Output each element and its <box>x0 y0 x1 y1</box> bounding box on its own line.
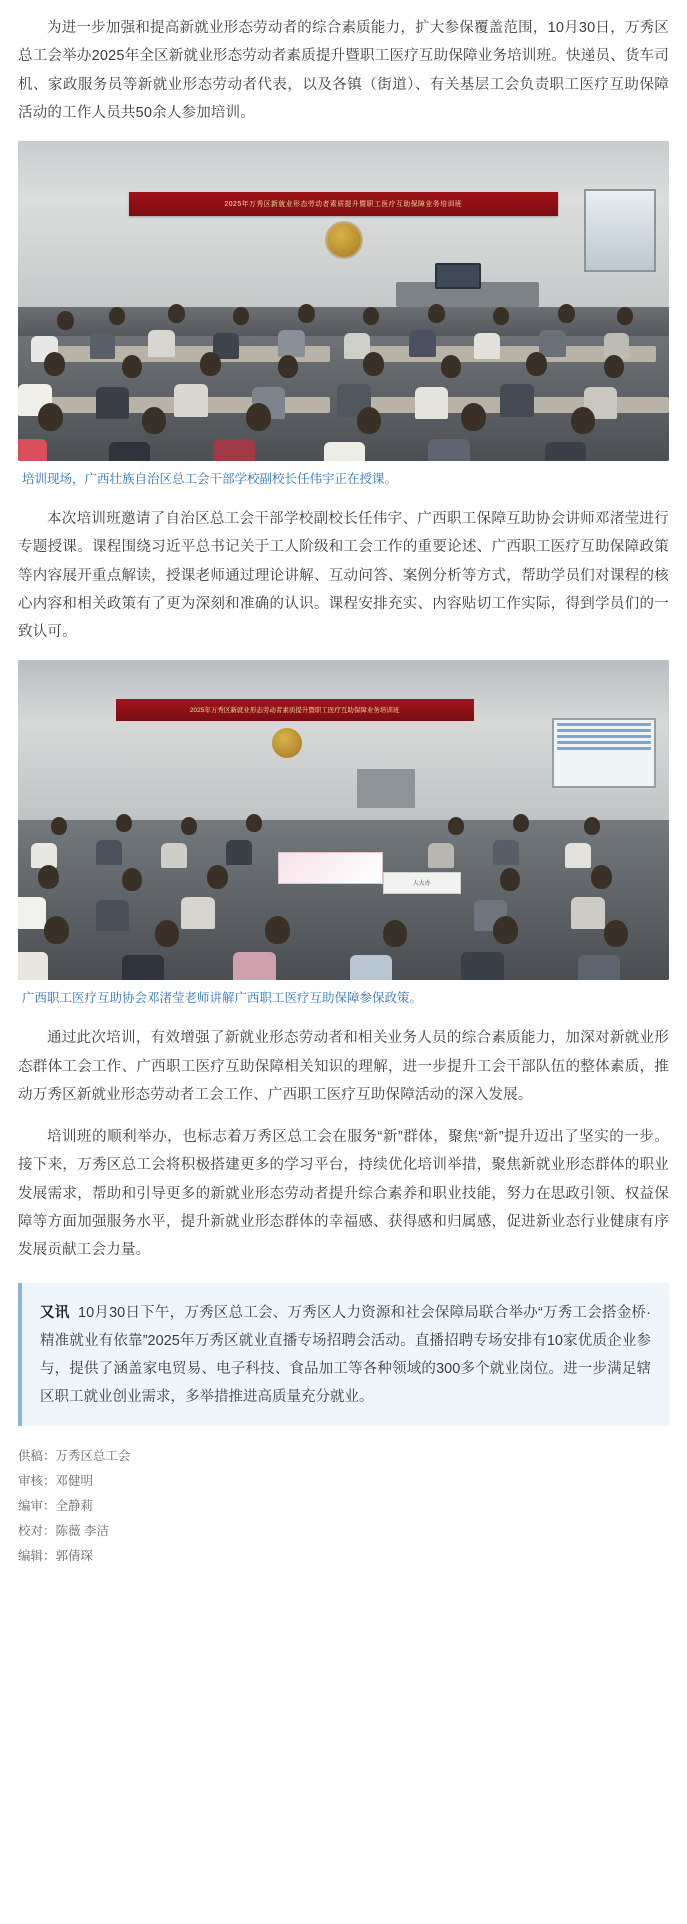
notice-paragraph <box>40 1299 651 1412</box>
notice-label: 又讯 <box>40 1304 70 1321</box>
figure-2 <box>18 660 669 1008</box>
figure-1 <box>18 141 669 489</box>
stage-banner-text-2: 2025年万秀区新就业形态劳动者素质提升暨职工医疗互助保障业务培训班 <box>189 707 400 715</box>
paragraph-1: 为进一步加强和提高新就业形态劳动者的综合素质能力，扩大参保覆盖范围，10月30日，万秀区总工会举办2025年全区新就业形态劳动者素质提升暨职工医疗互助保障业务培训班。快递员、货车司机、家政服务员等新就业形态劳动者代表，以及各镇（街道）、有关基层工会负责职工医疗互助保障活动的工作人员共50余人参加培训。 <box>18 20 669 121</box>
stage-banner-text-1: 2025年万秀区新就业形态劳动者素质提升暨职工医疗互助保障业务培训班 <box>224 201 463 209</box>
credit-line: 审核：邓健明 <box>18 1473 94 1488</box>
paragraph-4: 培训班的顺利举办，也标志着万秀区总工会在服务“新”群体，聚焦“新”提升迈出了坚实的一步。接下来，万秀区总工会将积极搭建更多的学习平台，持续优化培训举措，聚焦新就业形态群体的职业发展需求，帮助和引导更多的新就业形态劳动者提升综合素养和职业技能，努力在思政引领、权益保障等方面加强服务水平，提升新就业形态群体的幸福感、获得感和归属感，促进新业态行业健康有序发展贡献工会力量。 <box>18 1129 669 1259</box>
notice-block <box>18 1283 669 1426</box>
audience-crowd-1 <box>18 141 669 461</box>
credit-line: 供稿：万秀区总工会 <box>18 1448 131 1463</box>
credit-line: 编辑：郭倩琛 <box>18 1548 94 1563</box>
credit-line: 校对：陈薇 李洁 <box>18 1523 109 1538</box>
figure-caption-1: 培训现场，广西壮族自治区总工会干部学校副校长任伟宇正在授课。 <box>22 472 398 487</box>
figure-caption-2: 广西职工医疗互助协会邓渚莹老师讲解广西职工医疗互助保障参保政策。 <box>22 991 423 1006</box>
paragraph-2: 本次培训班邀请了自治区总工会干部学校副校长任伟宇、广西职工保障互助协会讲师邓渚莹进行专题授课。课程围绕习近平总书记关于工人阶级和工会工作的重要论述、广西职工医疗互助保障政策等内容展开重点解读，授课老师通过理论讲解、互动问答、案例分析等方式，帮助学员们对课程的核心内容和相关政策有了更为深刻和准确的认识。课程安排充实、内容贴切工作实际，得到学员们的一致认可。 <box>18 511 669 641</box>
credit-line: 编审：全静莉 <box>18 1498 94 1513</box>
notice-text: 10月30日下午，万秀区总工会、万秀区人力资源和社会保障局联合举办“万秀工会搭金桥·精准就业有依靠”2025年万秀区就业直播专场招聘会活动。直播招聘专场安排有10家优质企业参与，提供了涵盖家电贸易、电子科技、食品加工等各种领域的300多个就业岗位。进一步满足辖区职工就业创业需求，多举措推进高质量充分就业。 <box>40 1304 651 1406</box>
desk-placard-text: 人大办 <box>412 881 431 888</box>
training-photo-1 <box>18 141 669 461</box>
page-bottom-strip <box>0 1918 687 1924</box>
audience-crowd-2 <box>18 660 669 980</box>
training-photo-2 <box>18 660 669 980</box>
credits-block <box>18 1444 669 1569</box>
paragraph-3: 通过此次培训，有效增强了新就业形态劳动者和相关业务人员的综合素质能力，加深对新就业形态群体工会工作、广西职工医疗互助保障相关知识的理解，进一步提升工会干部队伍的整体素质，推动万秀区新就业形态劳动者工会工作、广西职工医疗互助保障活动的深入发展。 <box>18 1030 669 1103</box>
